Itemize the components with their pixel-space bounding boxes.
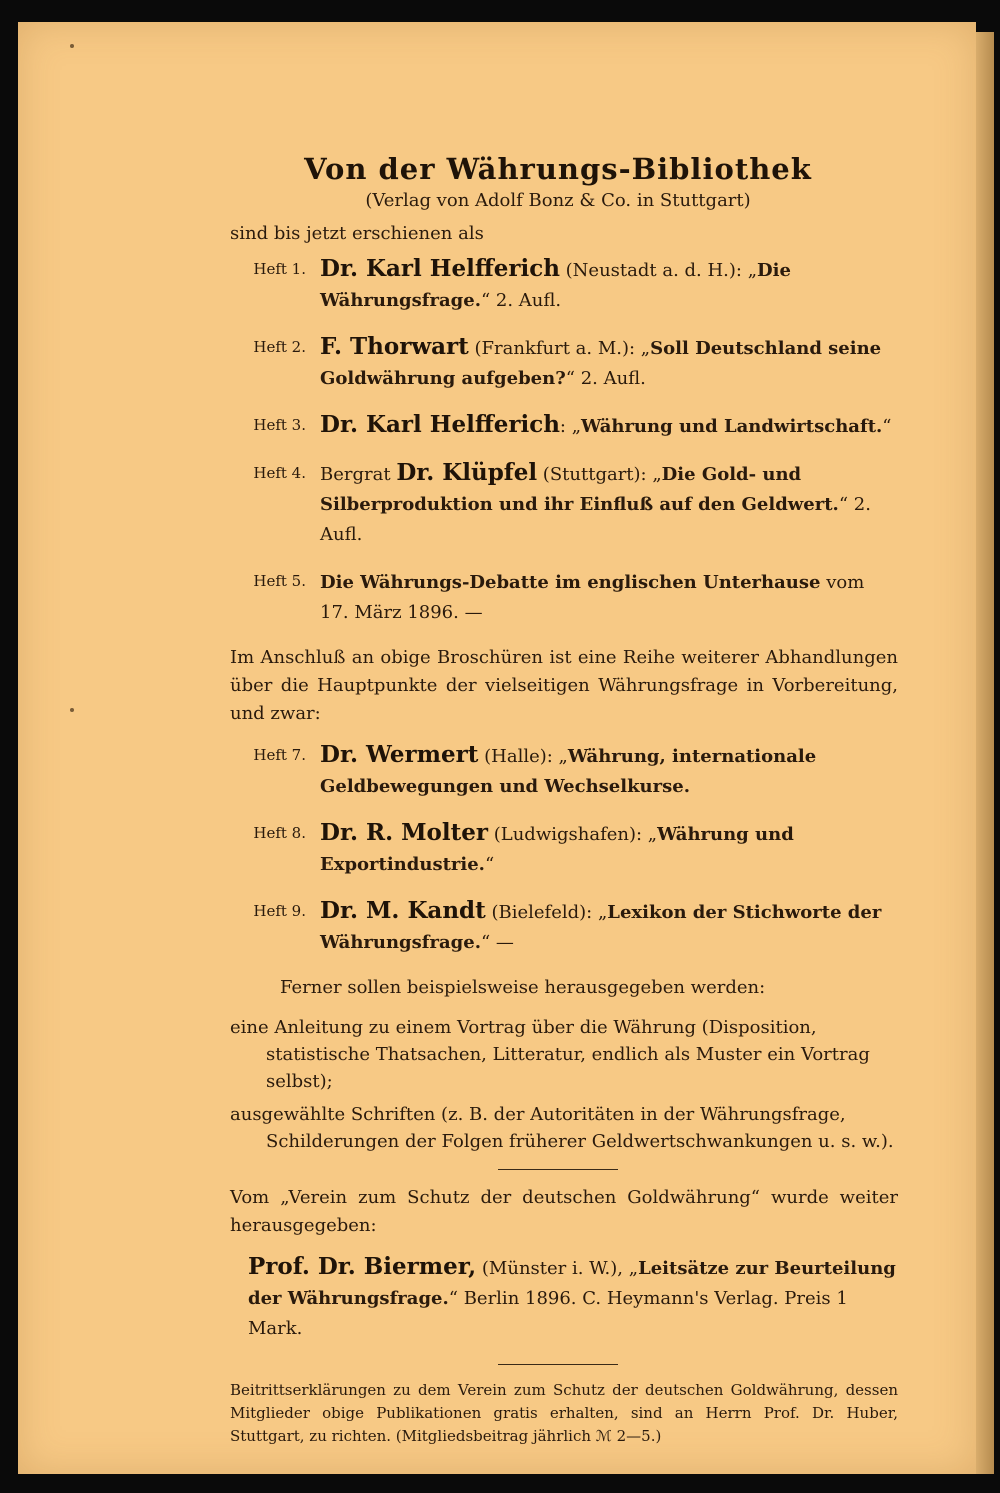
entry-author: Dr. Wermert <box>320 741 479 768</box>
entry-author: Dr. Klüpfel <box>396 459 538 486</box>
membership-note: Beitrittserklärungen zu dem Verein zum Schutz der deutschen Goldwährung, dessen Mitglieder obige Publikationen gratis erhalten, sind an Herrn Prof. Dr. Huber, Stuttgart, zu richten. (Mitgliedsbeitrag jährlich ℳ 2—5.) <box>230 1381 898 1445</box>
heft-entry-4: Heft 4. Bergrat Dr. Klüpfel (Stuttgart): „Die Gold- und Silberproduktion und ihr Einfluß auf den Geldwert.“ 2. Aufl. <box>218 458 898 550</box>
heft-entry-2: Heft 2. F. Thorwart (Frankfurt a. M.): „Soll Deutschland seine Goldwährung aufgeben?“ 2. Aufl. <box>218 332 898 394</box>
heft-entry-1: Heft 1. Dr. Karl Helfferich (Neustadt a. d. H.): „Die Währungsfrage.“ 2. Aufl. <box>218 254 898 316</box>
entry-title: Leitsätze zur Beurteilung der Währungsfrage. <box>248 1258 896 1309</box>
entry-title: Währung, internationale Geldbewegungen und Wechselkurse. <box>320 746 817 797</box>
heft-number: Heft 3. <box>253 416 306 434</box>
entry-title: Währung und Landwirtschaft. <box>581 416 883 437</box>
heft-number: Heft 4. <box>253 464 306 482</box>
entry-author: F. Thorwart <box>320 333 469 360</box>
speck <box>70 708 74 712</box>
heft-number: Heft 5. <box>253 572 306 590</box>
divider <box>498 1169 618 1170</box>
entry-title: Die Währungsfrage. <box>320 260 791 311</box>
entry-title: Soll Deutschland seine Goldwährung aufgeben? <box>320 338 882 389</box>
entry-title: Lexikon der Stichworte der Währungsfrage. <box>320 902 882 953</box>
page-edge <box>976 32 994 1474</box>
paper-sheet <box>18 22 976 1474</box>
heft-number: Heft 8. <box>253 824 306 842</box>
divider <box>498 1364 618 1365</box>
entry-title: Währung und Exportindustrie. <box>320 824 794 875</box>
item-schriften: ausgewählte Schriften (z. B. der Autoritäten in der Währungsfrage, Schilderungen der Folgen früherer Geldwertschwankungen u. s. w.). <box>230 1104 894 1152</box>
verein-paragraph: Vom „Verein zum Schutz der deutschen Goldwährung“ wurde weiter herausgegeben: <box>230 1187 898 1236</box>
intro-line: sind bis jetzt erschienen als <box>230 223 484 244</box>
heft-number: Heft 2. <box>253 338 306 356</box>
heft-entry-9: Heft 9. Dr. M. Kandt (Bielefeld): „Lexikon der Stichworte der Währungsfrage.“ — <box>218 896 898 958</box>
entry-title: Die Gold- und Silberproduktion und ihr Einfluß auf den Geldwert. <box>320 464 839 515</box>
biermer-entry: Prof. Dr. Biermer, (Münster i. W.), „Leitsätze zur Beurteilung der Währungsfrage.“ Berlin 1896. C. Heymann's Verlag. Preis 1 Mark. <box>248 1253 896 1339</box>
entry-author: Dr. R. Molter <box>320 819 489 846</box>
preparation-paragraph: Im Anschluß an obige Broschüren ist eine Reihe weiterer Abhandlungen über die Hauptpunkte der vielseitigen Währungsfrage in Vorbereitung, und zwar: <box>230 647 898 724</box>
heft-entry-8: Heft 8. Dr. R. Molter (Ludwigshafen): „Währung und Exportindustrie.“ <box>218 818 898 880</box>
heft-number: Heft 1. <box>253 260 306 278</box>
heft-entry-7: Heft 7. Dr. Wermert (Halle): „Währung, internationale Geldbewegungen und Wechselkurse. <box>218 740 898 802</box>
heft-number: Heft 9. <box>253 902 306 920</box>
item-anleitung: eine Anleitung zu einem Vortrag über die Währung (Disposition, statistische Thatsachen, Litteratur, endlich als Muster ein Vortrag selbst); <box>230 1017 870 1092</box>
entry-author: Dr. Karl Helfferich <box>320 255 560 282</box>
document-subtitle: (Verlag von Adolf Bonz & Co. in Stuttgart) <box>365 190 751 211</box>
document-title: Von der Währungs-Bibliothek <box>304 152 812 186</box>
heft-entry-5: Heft 5. Die Währungs-Debatte im englischen Unterhause vom 17. März 1896. — <box>218 566 898 628</box>
entry-author: Dr. Karl Helfferich <box>320 411 560 438</box>
heft-entry-3: Heft 3. Dr. Karl Helfferich: „Währung und Landwirtschaft.“ <box>218 410 898 442</box>
document-body <box>218 152 898 1448</box>
entry-author: Prof. Dr. Biermer, <box>248 1253 477 1280</box>
entry-title: Die Währungs-Debatte im englischen Unterhause <box>320 572 821 593</box>
speck <box>70 44 74 48</box>
ferner-line: Ferner sollen beispielsweise herausgegeben werden: <box>280 977 766 998</box>
heft-number: Heft 7. <box>253 746 306 764</box>
entry-author: Dr. M. Kandt <box>320 897 486 924</box>
